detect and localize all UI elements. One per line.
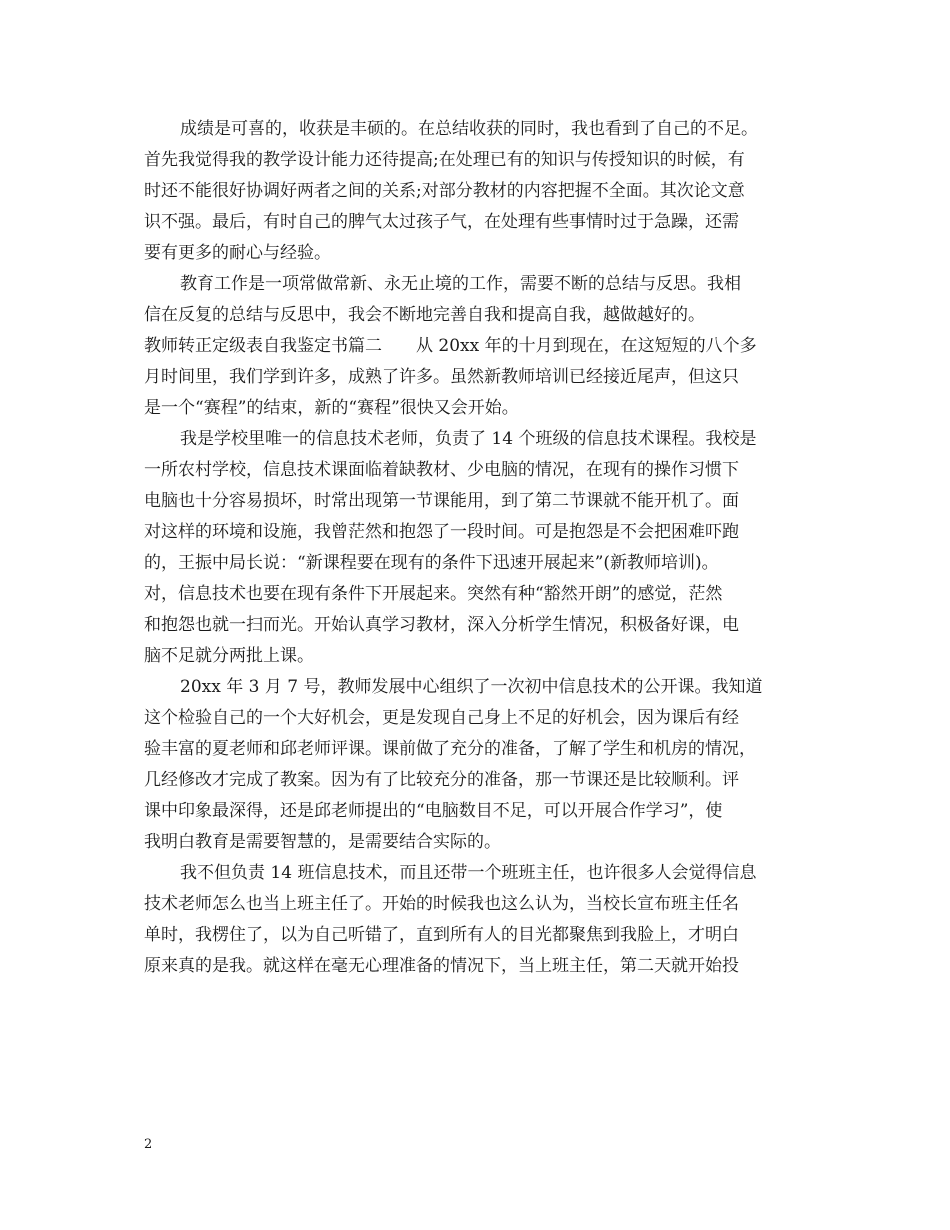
text-line: 对，信息技术也要在现有条件下开展起来。突然有种“豁然开朗”的感觉，茫然 — [144, 584, 723, 604]
text-line: 验丰富的夏老师和邱老师评课。课前做了充分的准备，了解了学生和机房的情况， — [144, 739, 756, 759]
document-body — [144, 114, 824, 982]
text-line: 要有更多的耐心与经验。 — [144, 243, 331, 263]
text-line: 一所农村学校，信息技术课面临着缺教材、少电脑的情况，在现有的操作习惯下 — [144, 460, 739, 480]
text-line: 我明白教育是需要智慧的，是需要结合实际的。 — [144, 832, 501, 852]
text-line: 几经修改才完成了教案。因为有了比较充分的准备，那一节课还是比较顺利。评 — [144, 770, 739, 790]
text-line: 是一个“赛程”的结束，新的“赛程”很快又会开始。 — [144, 398, 519, 418]
text-line: 时还不能很好协调好两者之间的关系;对部分教材的内容把握不全面。其次论文意 — [144, 181, 745, 201]
text-line: 教育工作是一项常做常新、永无止境的工作，需要不断的总结与反思。我相 — [180, 274, 741, 294]
text-line: 20xx 年 3 月 7 号，教师发展中心组织了一次初中信息技术的公开课。我知道 — [180, 677, 763, 697]
text-line: 电脑也十分容易损坏，时常出现第一节课能用，到了第二节课就不能开机了。面 — [144, 491, 739, 511]
text-line: 识不强。最后，有时自己的脾气太过孩子气，在处理有些事情时过于急躁，还需 — [144, 212, 739, 232]
text-line: 原来真的是我。就这样在毫无心理准备的情况下，当上班主任，第二天就开始投 — [144, 956, 739, 976]
text-line: 的，王振中局长说：“新课程要在现有的条件下迅速开展起来”(新教师培训)。 — [144, 553, 719, 573]
text-line: 信在反复的总结与反思中，我会不断地完善自我和提高自我，越做越好的。 — [144, 305, 705, 325]
text-line: 我是学校里唯一的信息技术老师，负责了 14 个班级的信息技术课程。我校是 — [180, 429, 757, 449]
page-number: 2 — [144, 1137, 153, 1152]
text-line: 脑不足就分两批上课。 — [144, 646, 314, 666]
text-line: 首先我觉得我的教学设计能力还待提高;在处理已有的知识与传授知识的时候，有 — [144, 150, 745, 170]
text-line: 成绩是可喜的，收获是丰硕的。在总结收获的同时，我也看到了自己的不足。 — [180, 119, 758, 139]
text-line: 和抱怨也就一扫而光。开始认真学习教材，深入分析学生情况，积极备好课，电 — [144, 615, 739, 635]
text-line: 单时，我楞住了，以为自己听错了，直到所有人的目光都聚焦到我脸上，才明白 — [144, 925, 739, 945]
text-line: 技术老师怎么也当上班主任了。开始的时候我也这么认为，当校长宣布班主任名 — [144, 894, 739, 914]
text-line: 对这样的环境和设施，我曾茫然和抱怨了一段时间。可是抱怨是不会把困难吓跑 — [144, 522, 739, 542]
text-line: 课中印象最深得，还是邱老师提出的“电脑数目不足，可以开展合作学习”，使 — [144, 801, 723, 821]
text-line: 月时间里，我们学到许多，成熟了许多。虽然新教师培训已经接近尾声，但这只 — [144, 367, 739, 387]
text-line: 教师转正定级表自我鉴定书篇二 从 20xx 年的十月到现在，在这短短的八个多 — [144, 336, 757, 356]
text-line: 我不但负责 14 班信息技术，而且还带一个班班主任，也许很多人会觉得信息 — [180, 863, 757, 883]
text-line: 这个检验自己的一个大好机会，更是发现自己身上不足的好机会，因为课后有经 — [144, 708, 739, 728]
